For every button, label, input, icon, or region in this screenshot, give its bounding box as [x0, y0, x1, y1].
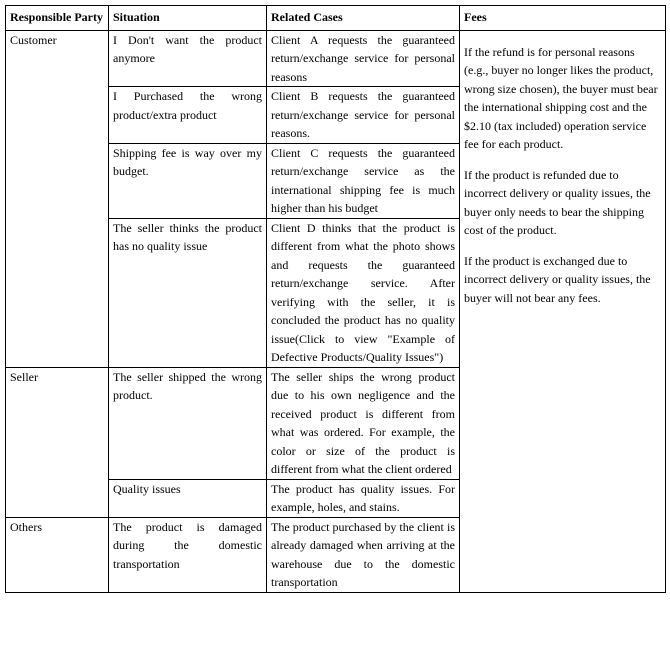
fee-paragraph-refund: If the product is refunded due to incorrect delivery or quality issues, the buyer only needs to bear the shipping cost of the product.: [464, 167, 651, 237]
fees-cell: [460, 30, 666, 592]
refund-fees-table: [5, 5, 666, 593]
situation-cell: The seller thinks the product has no quality issue: [109, 218, 267, 367]
case-cell: Client C requests the guaranteed return/exchange service as the international shipping fee is much higher than his budget: [267, 143, 460, 218]
party-cell-customer: Customer: [6, 30, 109, 367]
header-responsible-party: Responsible Party: [6, 6, 109, 31]
case-cell: The product purchased by the client is already damaged when arriving at the warehouse due to the domestic transportation: [267, 517, 460, 592]
case-cell: The product has quality issues. For example, holes, and stains.: [267, 479, 460, 517]
situation-cell: Quality issues: [109, 479, 267, 517]
party-cell-others: Others: [6, 517, 109, 592]
header-fees: Fees: [460, 6, 666, 31]
case-cell: Client B requests the guaranteed return/exchange service for personal reasons.: [267, 87, 460, 144]
header-related-cases: Related Cases: [267, 6, 460, 31]
situation-cell: The product is damaged during the domestic transportation: [109, 517, 267, 592]
header-situation: Situation: [109, 6, 267, 31]
situation-cell: I Purchased the wrong product/extra product: [109, 87, 267, 144]
fee-paragraph-exchange: If the product is exchanged due to incorrect delivery or quality issues, the buyer will not bear any fees.: [464, 253, 651, 305]
case-cell: Client A requests the guaranteed return/exchange service for personal reasons: [267, 30, 460, 87]
header-row: [6, 6, 666, 31]
situation-cell: I Don't want the product anymore: [109, 30, 267, 87]
table-row: [6, 30, 666, 87]
fee-paragraph-personal-reasons: If the refund is for personal reasons (e.g., buyer no longer likes the product, wrong size chosen), the buyer must bear the international shipping cost and the $2.10 (tax included) operation service fee for each product.: [464, 44, 658, 151]
situation-cell: The seller shipped the wrong product.: [109, 367, 267, 479]
party-cell-seller: Seller: [6, 367, 109, 517]
case-cell: The seller ships the wrong product due to his own negligence and the received product is different from what was ordered. For example, the color or size of the product is different from what the client ordered: [267, 367, 460, 479]
situation-cell: Shipping fee is way over my budget.: [109, 143, 267, 218]
case-cell: Client D thinks that the product is different from what the photo shows and requests the guaranteed return/exchange service. After verifying with the seller, it is concluded the product has no quality issue(Click to view "Example of Defective Products/Quality Issues"): [267, 218, 460, 367]
